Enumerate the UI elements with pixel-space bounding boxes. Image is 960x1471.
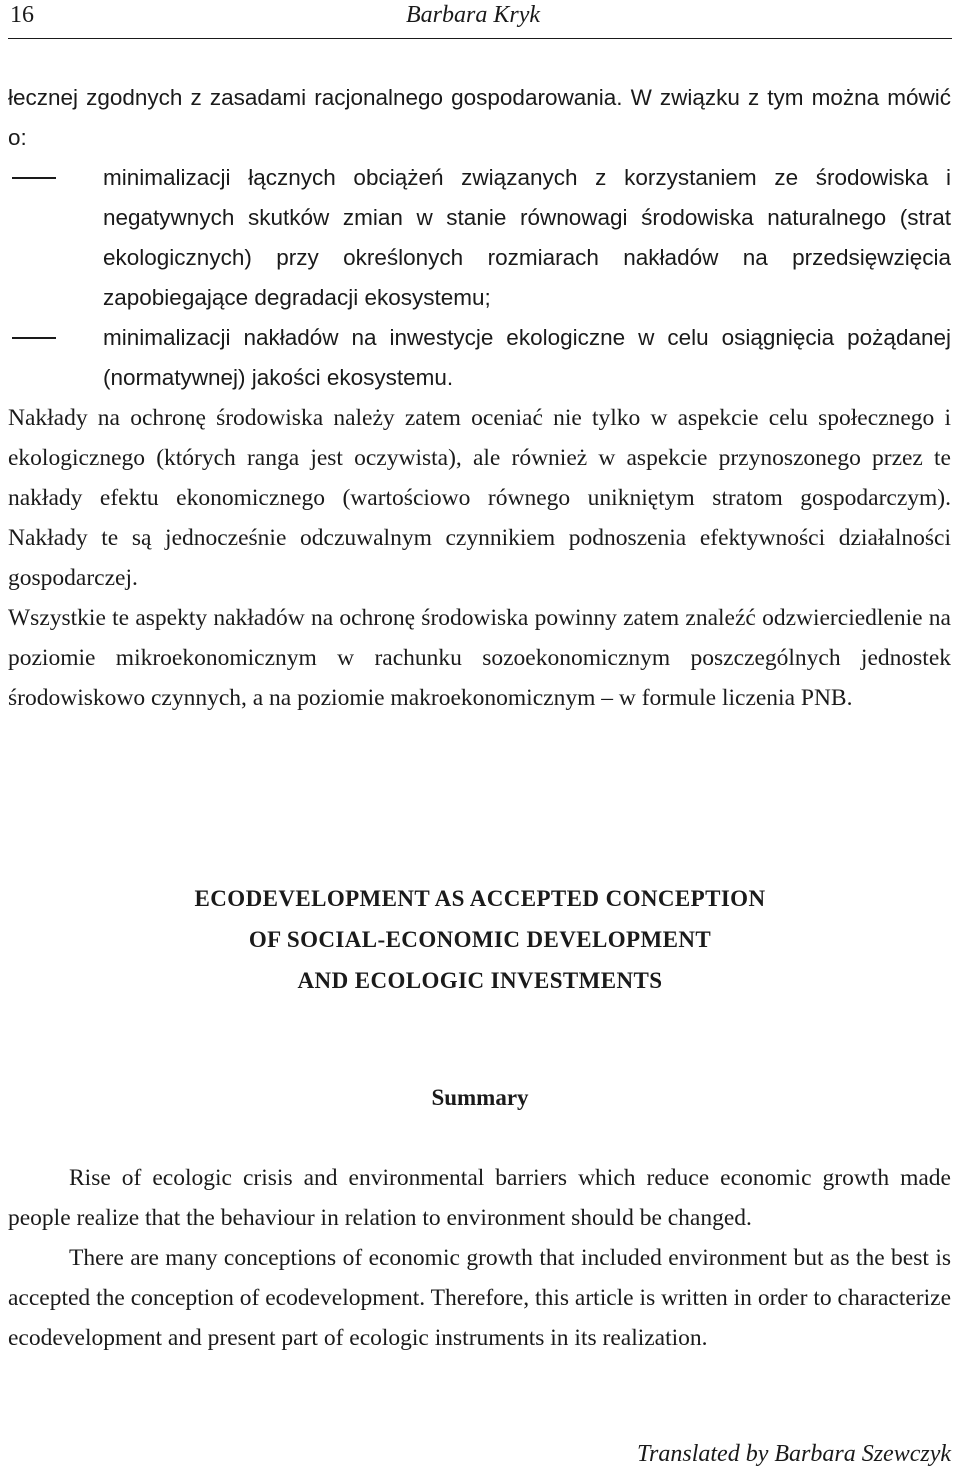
title-line: OF SOCIAL-ECONOMIC DEVELOPMENT (248, 927, 712, 952)
summary-paragraph: There are many conceptions of economic growth that included environment but as the best is accepted the conception of ecodevelopment. Therefore, this article is written in order to characterize ecodevelopment and present part of ecologic instruments in its realization. (8, 1245, 951, 1351)
title-line: AND ECOLOGIC INVESTMENTS (297, 968, 663, 993)
title-line: ECODEVELOPMENT AS ACCEPTED CONCEPTION (194, 886, 766, 911)
paragraph-intro: łecznej zgodnych z zasadami racjonalnego gospodarowania. W związku z tym można mówić o: (8, 85, 951, 150)
translator-credit: Translated by Barbara Szewczyk (637, 1441, 951, 1467)
list-item-text: minimalizacji nakładów na inwestycje ekologiczne w celu osiągnięcia pożądanej (normatywnej) jakości ekosystemu. (103, 325, 951, 390)
paragraph-costs: Nakłady na ochronę środowiska należy zatem oceniać nie tylko w aspekcie celu społecznego i ekologicznego (których ranga jest oczywista), ale również w aspekcie przynoszonego przez te nakłady efektu ekonomicznego (wartościowo równego unikniętym stratom gospodarczym). Nakłady te są jednocześnie odczuwalnym czynnikiem podnoszenia efektywności działalności gospodarczej. (8, 405, 951, 591)
list-item-text: minimalizacji łącznych obciążeń związanych z korzystaniem ze środowiska i negatywnych skutków zmian w stanie równowagi środowiska naturalnego (strat ekologicznych) przy określonych rozmiarach nakładów na przedsięwzięcia zapobiegające degradacji ekosystemu; (103, 165, 951, 310)
running-head-author: Barbara Kryk (406, 2, 540, 28)
english-title (0, 878, 960, 1001)
summary-heading: Summary (431, 1085, 529, 1110)
list-item (8, 158, 951, 318)
list-item (8, 318, 951, 398)
running-head (8, 0, 952, 39)
paragraph-aspects: Wszystkie te aspekty nakładów na ochronę środowiska powinny zatem znaleźć odzwierciedlenie na poziomie mikroekonomicznym w rachunku sozoekonomicznym poszczególnych jednostek środowiskowo czynnych, a na poziomie makroekonomicznym – w formule liczenia PNB. (8, 605, 951, 711)
dash-bullet-icon (12, 337, 56, 339)
page-number: 16 (10, 2, 34, 28)
dash-bullet-icon (12, 177, 56, 179)
summary-paragraph: Rise of ecologic crisis and environmental barriers which reduce economic growth made people realize that the behaviour in relation to environment should be changed. (8, 1165, 951, 1231)
dash-list (8, 158, 951, 398)
